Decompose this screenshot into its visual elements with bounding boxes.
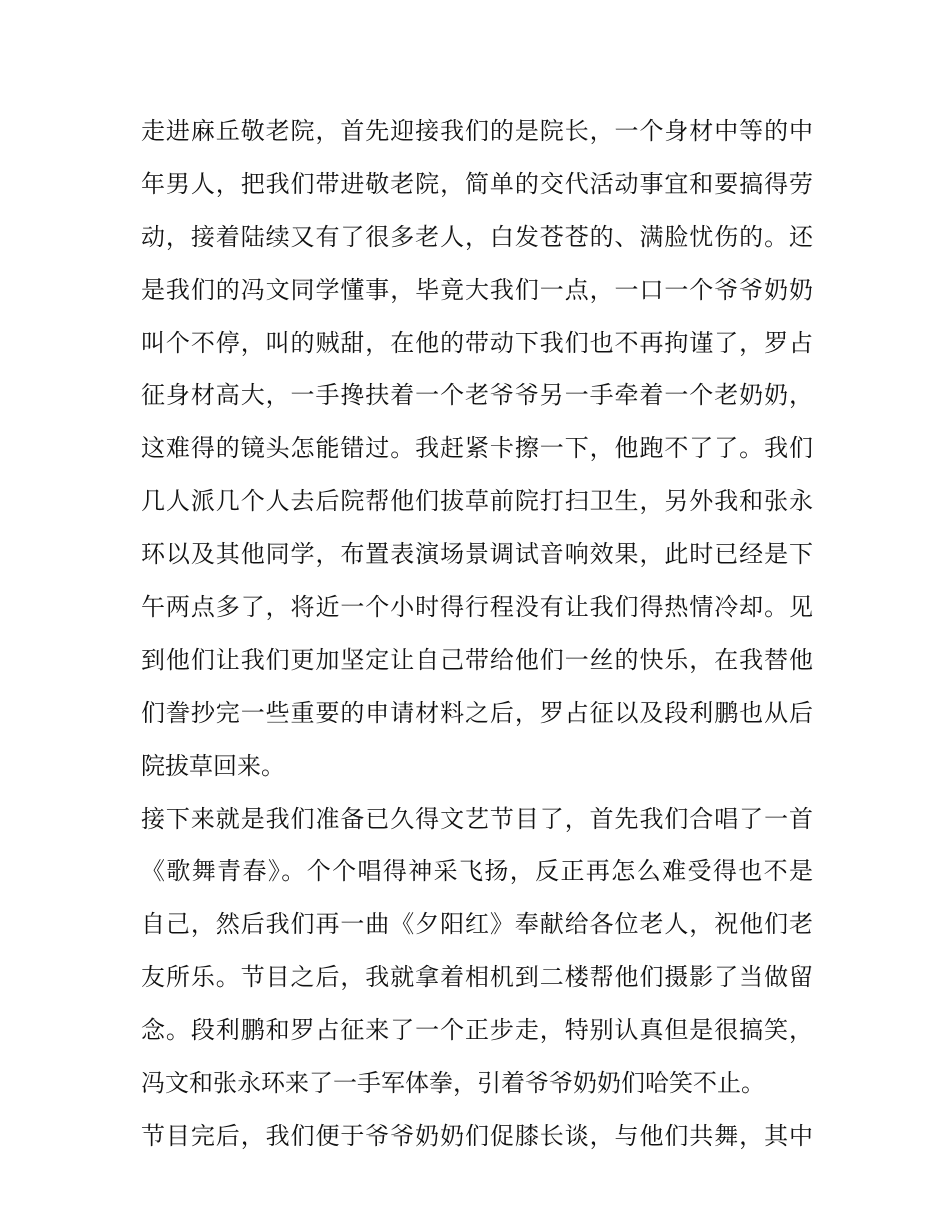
text-line: 友所乐。节目之后，我就拿着相机到二楼帮他们摄影了当做留 bbox=[141, 963, 813, 992]
text-line: 院拔草回来。 bbox=[141, 751, 285, 780]
text-line: 征身材高大，一手搀扶着一个老爷爷另一手牵着一个老奶奶， bbox=[141, 381, 813, 410]
text-line: 几人派几个人去后院帮他们拔草前院打扫卫生，另外我和张永 bbox=[141, 487, 813, 516]
text-line: 们誊抄完一些重要的申请材料之后，罗占征以及段利鹏也从后 bbox=[141, 698, 813, 727]
text-line: 这难得的镜头怎能错过。我赶紧卡擦一下，他跑不了了。我们 bbox=[141, 434, 813, 463]
text-line: 年男人，把我们带进敬老院，简单的交代活动事宜和要搞得劳 bbox=[141, 169, 813, 198]
text-line: 叫个不停，叫的贼甜，在他的带动下我们也不再拘谨了，罗占 bbox=[141, 328, 813, 357]
text-line: 走进麻丘敬老院，首先迎接我们的是院长，一个身材中等的中 bbox=[141, 117, 813, 145]
text-line: 《歌舞青春》。个个唱得神采飞扬，反正再怎么难受得也不是 bbox=[141, 857, 813, 886]
text-line: 冯文和张永环来了一手军体拳，引着爷爷奶奶们哈笑不止。 bbox=[141, 1069, 765, 1098]
text-line: 是我们的冯文同学懂事，毕竟大我们一点，一口一个爷爷奶奶 bbox=[141, 275, 813, 304]
text-line: 接下来就是我们准备已久得文艺节目了，首先我们合唱了一首 bbox=[141, 804, 813, 833]
text-line: 念。段利鹏和罗占征来了一个正步走，特别认真但是很搞笑， bbox=[141, 1016, 813, 1045]
body-text bbox=[141, 118, 813, 1176]
text-line: 节目完后，我们便于爷爷奶奶们促膝长谈，与他们共舞，其中 bbox=[141, 1121, 813, 1150]
text-line: 环以及其他同学，布置表演场景调试音响效果，此时已经是下 bbox=[141, 540, 813, 569]
text-line: 自己，然后我们再一曲《夕阳红》奉献给各位老人，祝他们老 bbox=[141, 910, 813, 939]
text-line: 午两点多了，将近一个小时得行程没有让我们得热情冷却。见 bbox=[141, 593, 813, 622]
text-line: 动，接着陆续又有了很多老人，白发苍苍的、满脸忧伤的。还 bbox=[141, 222, 813, 251]
text-line: 到他们让我们更加坚定让自己带给他们一丝的快乐，在我替他 bbox=[141, 645, 813, 674]
